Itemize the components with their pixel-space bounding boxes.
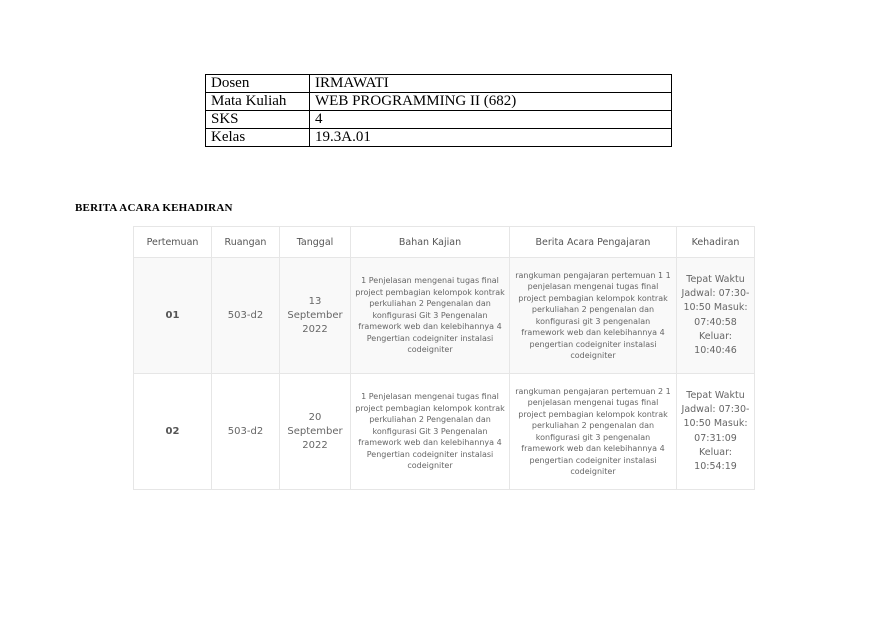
info-label: SKS [206, 111, 310, 129]
cell-ruangan: 503-d2 [212, 374, 280, 490]
header-tanggal: Tanggal [280, 227, 351, 258]
cell-pertemuan: 02 [134, 374, 212, 490]
attendance-table [133, 226, 755, 490]
info-label: Mata Kuliah [206, 93, 310, 111]
cell-berita-acara: rangkuman pengajaran pertemuan 2 1 penjelasan mengenai tugas final project pembagian kelompok kontrak perkuliahan 2 pengenalan dan konfigurasi git 3 pengenalan framework web dan kelebihannya 4 pengertian codeigniter instalasi codeigniter [510, 374, 677, 490]
cell-kehadiran: Tepat Waktu Jadwal: 07:30-10:50 Masuk: 07:31:09 Keluar: 10:54:19 [677, 374, 755, 490]
cell-kehadiran: Tepat Waktu Jadwal: 07:30-10:50 Masuk: 07:40:58 Keluar: 10:40:46 [677, 258, 755, 374]
cell-bahan-kajian: 1 Penjelasan mengenai tugas final project pembagian kelompok kontrak perkuliahan 2 Pengenalan dan konfigurasi Git 3 Pengenalan framework web dan kelebihannya 4 Pengertian codeigniter instalasi codeigniter [351, 374, 510, 490]
cell-bahan-kajian: 1 Penjelasan mengenai tugas final project pembagian kelompok kontrak perkuliahan 2 Pengenalan dan konfigurasi Git 3 Pengenalan framework web dan kelebihannya 4 Pengertian codeigniter instalasi codeigniter [351, 258, 510, 374]
info-value: IRMAWATI [310, 75, 672, 93]
info-row-mata-kuliah [206, 93, 672, 111]
table-row [134, 374, 755, 490]
info-value: 19.3A.01 [310, 129, 672, 147]
table-row [134, 258, 755, 374]
cell-ruangan: 503-d2 [212, 258, 280, 374]
info-label: Kelas [206, 129, 310, 147]
info-value: 4 [310, 111, 672, 129]
info-row-kelas [206, 129, 672, 147]
header-pertemuan: Pertemuan [134, 227, 212, 258]
cell-tanggal: 20 September 2022 [280, 374, 351, 490]
cell-pertemuan: 01 [134, 258, 212, 374]
header-ruangan: Ruangan [212, 227, 280, 258]
header-kehadiran: Kehadiran [677, 227, 755, 258]
header-bahan-kajian: Bahan Kajian [351, 227, 510, 258]
info-value: WEB PROGRAMMING II (682) [310, 93, 672, 111]
section-heading: BERITA ACARA KEHADIRAN [75, 202, 233, 214]
header-berita-acara: Berita Acara Pengajaran [510, 227, 677, 258]
course-info-table [205, 74, 672, 147]
table-header-row [134, 227, 755, 258]
cell-berita-acara: rangkuman pengajaran pertemuan 1 1 penjelasan mengenai tugas final project pembagian kelompok kontrak perkuliahan 2 pengenalan dan konfigurasi git 3 pengenalan framework web dan kelebihannya 4 pengertian codeigniter instalasi codeigniter [510, 258, 677, 374]
info-label: Dosen [206, 75, 310, 93]
info-row-sks [206, 111, 672, 129]
info-row-dosen [206, 75, 672, 93]
cell-tanggal: 13 September 2022 [280, 258, 351, 374]
